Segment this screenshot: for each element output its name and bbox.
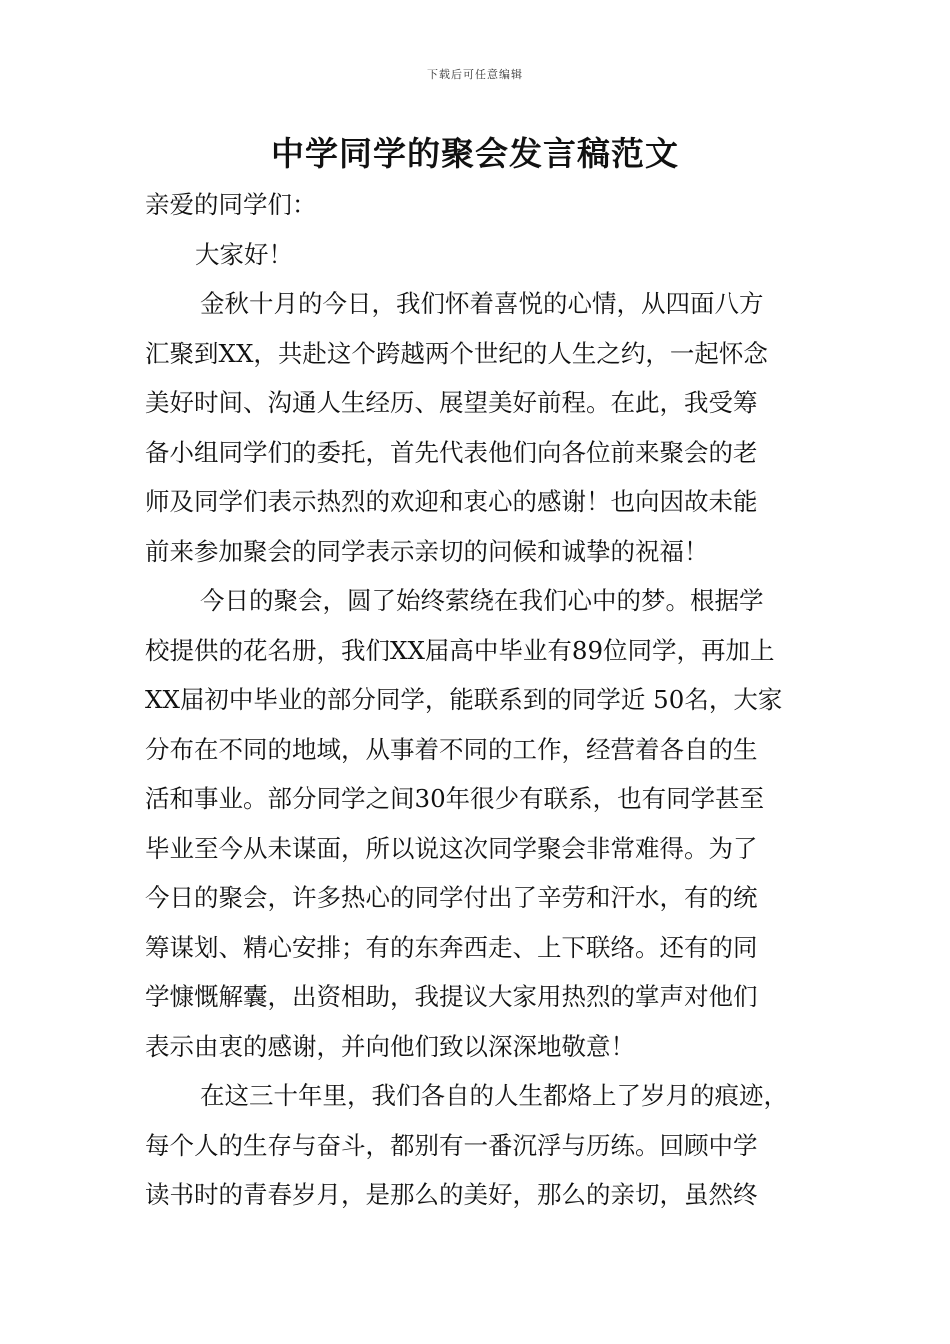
paragraph-line: 汇聚到XX，共赴这个跨越两个世纪的人生之约，一起怀念 [145,338,768,368]
paragraph-line: 每个人的生存与奋斗，都别有一番沉浮与历练。回顾中学 [145,1130,758,1160]
paragraph-line: 备小组同学们的委托，首先代表他们向各位前来聚会的老 [145,437,758,467]
paragraph-line: 美好时间、沟通人生经历、展望美好前程。在此，我受筹 [145,388,758,417]
paragraph-line: 在这三十年里，我们各自的人生都烙上了岁月的痕迹， [200,1081,788,1110]
paragraph-line: 前来参加聚会的同学表示亲切的问候和诚挚的祝福！ [145,536,709,566]
header-note: 下载后可任意编辑 [427,68,523,81]
paragraph-line: XX届初中毕业的部分同学，能联系到的同学近 50名，大家 [145,685,783,714]
greeting-line: 大家好！ [195,239,293,269]
paragraph-line: 学慷慨解囊，出资相助，我提议大家用热烈的掌声对他们 [145,982,758,1011]
paragraph-line: 毕业至今从未谋面，所以说这次同学聚会非常难得。为了 [145,833,758,863]
paragraph-line: 筹谋划、精心安排；有的东奔西走、上下联络。还有的同 [145,932,758,962]
paragraph-line: 活和事业。部分同学之间30年很少有联系，也有同学甚至 [145,784,765,813]
paragraph-line: 今日的聚会，圆了始终萦绕在我们心中的梦。根据学 [200,586,764,615]
paragraph-line: 校提供的花名册，我们XX届高中毕业有89位同学，再加上 [145,635,775,665]
salutation-line: 亲爱的同学们： [145,190,317,219]
document-title: 中学同学的聚会发言稿范文 [271,134,679,173]
document-body [145,180,835,1220]
paragraph-line: 今日的聚会，许多热心的同学付出了辛劳和汗水，有的统 [145,883,758,912]
paragraph-line: 金秋十月的今日，我们怀着喜悦的心情，从四面八方 [200,289,764,318]
paragraph-line: 表示由衷的感谢，并向他们致以深深地敬意！ [145,1031,635,1061]
paragraph-line: 读书时的青春岁月，是那么的美好，那么的亲切，虽然终 [145,1180,758,1209]
paragraph-line: 分布在不同的地域，从事着不同的工作，经营着各自的生 [145,734,758,764]
paragraph-line: 师及同学们表示热烈的欢迎和衷心的感谢！也向因故未能 [145,487,758,516]
